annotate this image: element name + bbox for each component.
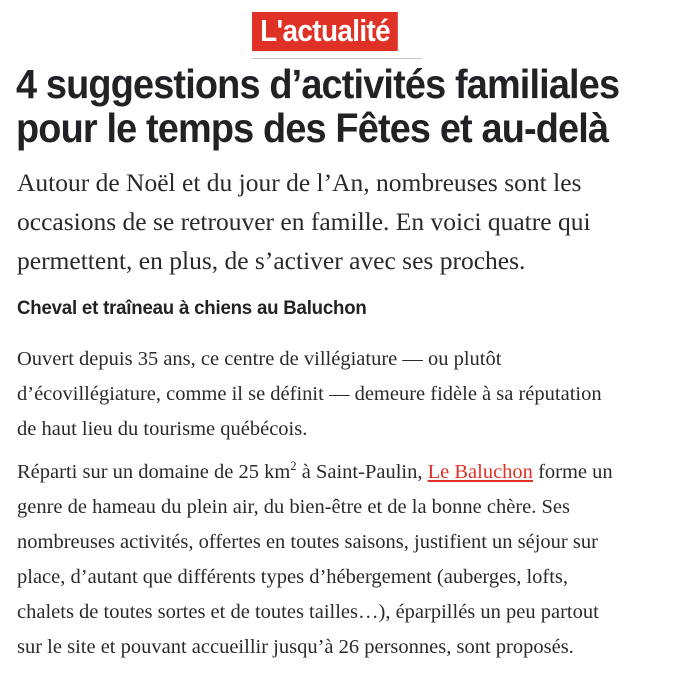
article-deck: Autour de Noël et du jour de l’An, nombreuses sont les occasions de se retrouver en famille. En voici quatre qui permettent, en plus, de s’activer avec ses proches. [17, 168, 591, 275]
paragraph-2-text-after-link: forme un genre de hameau du plein air, du bien-être et de la bonne chère. Ses nombreuses activités, offertes en toutes saisons, justifient un séjour sur place, d’autant que différents types d’hébergement (auberges, lofts, chalets de toutes sortes et de toutes tailles…), éparpillés un peu partout sur le site et pouvant accueillir jusqu’à 26 personnes, sont proposés. [17, 461, 613, 658]
square-kilometre-exponent: 2 [290, 459, 297, 474]
article-paragraph-1: Ouvert depuis 35 ans, ce centre de villégiature — ou plutôt d’écovillégiature, comme il se définit — demeure fidèle à sa réputation de haut lieu du tourisme québécois. [17, 348, 602, 440]
headline-line-2: pour le temps des Fêtes et au-delà [16, 105, 609, 151]
section-subheading: Cheval et traîneau à chiens au Baluchon [17, 297, 367, 319]
page-title [16, 62, 644, 150]
paragraph-2-text-between: à Saint-Paulin, [296, 461, 428, 483]
brand-logo-lactualite[interactable]: L'actualité [252, 12, 398, 51]
article-paragraph-2 [17, 455, 613, 665]
headline-line-1: 4 suggestions d’activités familiales [16, 61, 620, 107]
masthead-divider [252, 58, 422, 59]
paragraph-2-text-before-link: Réparti sur un domaine de 25 km [17, 461, 291, 483]
masthead [0, 0, 700, 62]
link-le-baluchon[interactable]: Le Baluchon [427, 461, 533, 483]
